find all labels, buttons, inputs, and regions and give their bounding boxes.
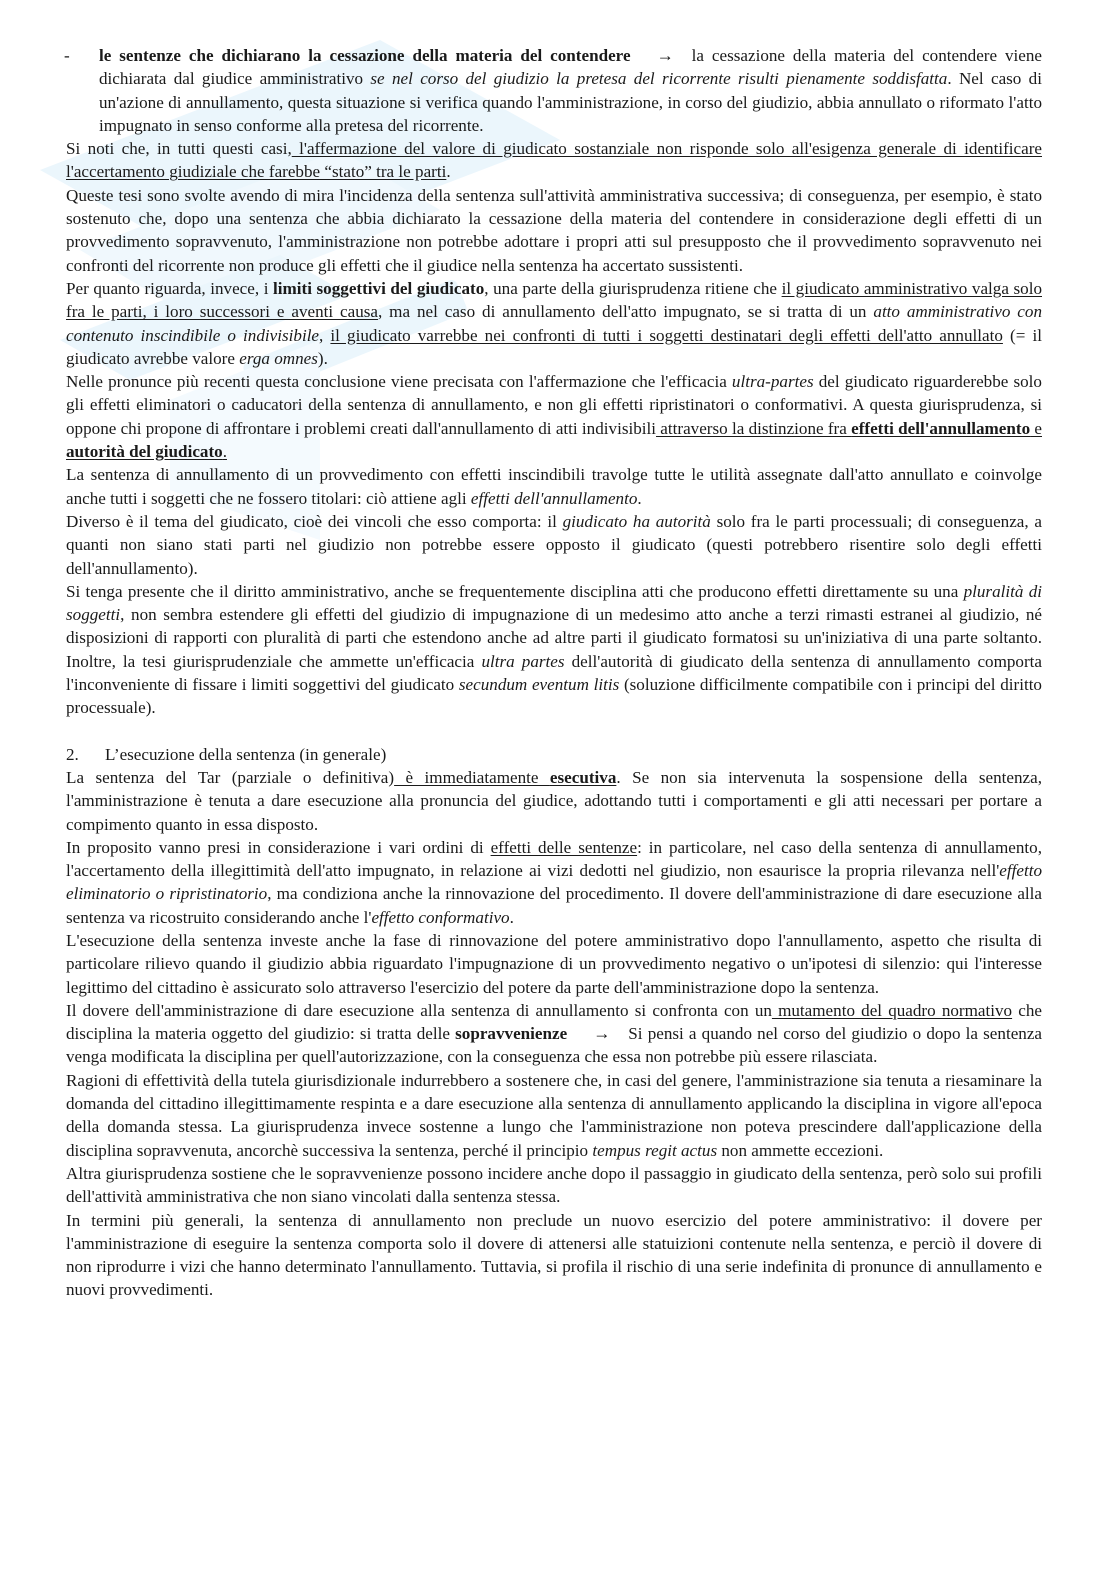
text-run: La sentenza del Tar (parziale o definitiva) [66, 767, 395, 787]
underlined-text: . [222, 442, 227, 462]
italic-text: secundum eventum litis [458, 675, 620, 695]
italic-text: se nel corso del giudizio la pretesa del ricorrente risulti pienamente soddisfatta [370, 69, 948, 89]
bold-underlined-text: autorità del giudicato [66, 442, 223, 462]
paragraph [66, 370, 1042, 463]
text-run: . [509, 907, 514, 927]
underlined-text: il giudicato amministrativo valga solo fra le parti, i loro successori e aventi causa [66, 278, 1042, 322]
bold-text: le sentenze che dichiarano la cessazione della materia del contendere [99, 46, 631, 65]
arrow-icon: → [593, 1024, 611, 1044]
paragraph [66, 463, 1042, 510]
paragraph [66, 184, 1042, 277]
text-run: Altra giurisprudenza sostiene che le sopravvenienze possono incidere anche dopo il passaggio in giudicato della sentenza, però solo sui profili dell'attività amministrativa che non siano vincolati dalla sentenza stessa. [66, 1163, 1042, 1207]
text-run: Ragioni di effettività della tutela giurisdizionale indurrebbero a sostenere che, in casi del genere, l'amministrazione sia tenuta a riesaminare la domanda del cittadino illegittimamente respinta e a dare esecuzione alla sentenza di annullamento applicando la disciplina in vigore all'epoca della domanda stessa. La giurisprudenza invece sostenne a lungo che l'amministrazione non poteva prescindere dall'applicazione della disciplina sopravvenuta, ancorchè successiva la sentenza, perché il principio [66, 1070, 1042, 1160]
bold-text: sopravvenienze [455, 1024, 568, 1044]
paragraph [66, 1209, 1042, 1302]
text-run: Si noti che, in tutti questi casi, [66, 139, 292, 159]
italic-text: tempus regit actus [592, 1140, 718, 1160]
paragraph [66, 510, 1042, 580]
italic-text: effetto eliminatorio o ripristinatorio [66, 861, 1042, 904]
paragraph [66, 580, 1042, 720]
underlined-text: effetti delle sentenze [490, 837, 638, 857]
italic-text: atto amministrativo con contenuto inscindibile o indivisibile [66, 302, 1042, 345]
text-run: . [637, 488, 642, 508]
text-run: : in particolare, nel caso della sentenza di annullamento, l'accertamento della illegittimità dell'atto impugnato, in relazione ai vizi dedotti nel giudizio, non esaurisce la propria rilevanza nell' [66, 837, 1042, 881]
list-item [66, 44, 1042, 137]
text-run: Diverso è il tema del giudicato, cioè dei vincoli che esso comporta: il [66, 511, 563, 531]
section-heading [66, 743, 1042, 766]
text-run: . Nel caso di un'azione di annullamento, questa situazione si verifica quando l'amministrazione, in corso del giudizio, abbia annullato o riformato l'atto impugnato in senso conforme alla pretesa del ricorrente. [99, 69, 1042, 135]
text-run: , una parte della giurisprudenza ritiene che [484, 278, 782, 298]
underlined-text: è immediatamente [394, 767, 550, 787]
underlined-text: mutamento del quadro normativo [771, 1000, 1013, 1020]
text-run: non ammette eccezioni. [717, 1140, 884, 1160]
text-run: , [319, 325, 331, 345]
bold-underlined-text: esecutiva [549, 767, 617, 787]
text-run: Queste tesi sono svolte avendo di mira l'incidenza della sentenza sull'attività amministrativa successiva; di conseguenza, per esempio, è stato sostenuto che, dopo una sentenza che abbia dichiarato la cessazione della materia del contendere in considerazione degli effetti di un provvedimento sopravvenuto, l'amministrazione non potrebbe adottare i propri atti sul presupposto che il provvedimento sopravvenuto nei confronti del ricorrente non produce gli effetti che il giudice nella sentenza ha accertato sussistenti. [66, 185, 1042, 275]
text-run: Nelle pronunce più recenti questa conclusione viene precisata con l'affermazione che l'efficacia [66, 372, 732, 392]
text-run: , ma nel caso di annullamento dell'atto impugnato, se si tratta di un [378, 302, 874, 322]
section-title: L’esecuzione della sentenza (in generale) [105, 744, 387, 764]
paragraph [66, 1069, 1042, 1162]
arrow-icon: → [656, 46, 674, 65]
bold-text: limiti soggettivi del giudicato [273, 278, 485, 298]
text-run: la cessazione della materia del contendere viene dichiarata dal giudice amministrativo [99, 46, 1043, 89]
italic-text: giudicato ha autorità [562, 511, 711, 531]
underlined-text: attraverso la distinzione fra [656, 418, 852, 438]
text-run: Si pensi a quando nel corso del giudizio o dopo la sentenza venga modificata la disciplina per quell'autorizzazione, con la conseguenza che essa non potrebbe più essere rilasciata. [66, 1024, 1042, 1067]
paragraph [66, 277, 1042, 370]
text-run: ). [317, 348, 328, 368]
text-run: Per quanto riguarda, invece, i [66, 278, 274, 298]
paragraph [66, 999, 1042, 1069]
text-run: L'esecuzione della sentenza investe anche la fase di rinnovazione del potere amministrativo dopo l'annullamento, aspetto che risulta di particolare rilievo quando il giudizio abbia riguardato l'impugnazione di un provvedimento negativo o un'ipotesi di silenzio: qui l'interesse legittimo del cittadino è assicurato solo attraverso l'esercizio del potere da parte dell'amministrazione dopo la sentenza. [66, 930, 1042, 997]
paragraph [66, 836, 1042, 929]
text-run: Il dovere dell'amministrazione di dare esecuzione alla sentenza di annullamento si confronta con un [66, 1000, 772, 1020]
paragraph [66, 1162, 1042, 1209]
paragraph [66, 766, 1042, 836]
italic-text: effetti dell'annullamento [470, 488, 638, 508]
text-run: (soluzione difficilmente compatibile con i principi del diritto processuale). [66, 675, 1042, 718]
text-run: solo fra le parti processuali; di conseguenza, a quanti non siano stati parti nel giudizio non potrebbe essere opposto il giudicato (questi potrebbero risentire solo degli effetti dell'annullamento). [66, 511, 1042, 578]
text-run: del giudicato riguarderebbe solo gli effetti eliminatori o caducatori della sentenza di annullamento, e non gli effetti ripristinatori o conformativi. A questa giurisprudenza, si oppone chi propone di affrontare i problemi creati dall'annullamento di atti indivisibili [66, 372, 1042, 438]
section-number: 2. [66, 744, 79, 764]
text-run: , non sembra estendere gli effetti del giudizio di impugnazione di un medesimo atto anche a terzi rimasti estranei al giudizio, né disposizioni di rapporti con pluralità di parti che estendono anche ad altre parti il giudicato formatosi su un'iniziativa di una parte soltanto. Inoltre, la tesi giurisprudenziale che ammette un'efficacia [66, 605, 1042, 671]
italic-text: effetto conformativo [371, 907, 510, 927]
text-run: In proposito vanno presi in considerazione i vari ordini di [66, 837, 491, 857]
text-run: che disciplina la materia oggetto del giudizio: si tratta delle [66, 1000, 1042, 1044]
paragraph [66, 137, 1042, 184]
text-run: In termini più generali, la sentenza di annullamento non preclude un nuovo esercizio del potere amministrativo: il dovere per l'amministrazione di eseguire la sentenza comporta solo il dovere di attenersi alle statuizioni contenute nella sentenza, e perciò il dovere di non riprodurre i vizi che hanno determinato l'annullamento. Tuttavia, si profila il rischio di una serie indefinita di pronunce di annullamento e nuovi provvedimenti. [66, 1210, 1042, 1300]
underlined-text: l'affermazione del valore di giudicato sostanziale non risponde solo all'esigenza generale di identificare l'accertamento giudiziale che farebbe “stato” tra le parti [66, 139, 1042, 182]
underlined-text: il giudicato varrebbe nei confronti di tutti i soggetti destinatari degli effetti dell'atto annullato [330, 325, 1003, 345]
text-run: dell'autorità di giudicato della sentenza di annullamento comporta l'inconveniente di fissare i limiti soggettivi del giudicato [66, 651, 1043, 695]
text-run: . [446, 162, 451, 182]
italic-text: erga omnes [239, 348, 318, 368]
text-run: Si tenga presente che il diritto amministrativo, anche se frequentemente disciplina atti che producono effetti direttamente su una [66, 581, 964, 601]
italic-text: ultra partes [481, 651, 565, 671]
text-run: La sentenza di annullamento di un provvedimento con effetti inscindibili travolge tutte le utilità assegnate dall'atto annullato e coinvolge anche tutti i soggetti che ne fossero titolari: ciò attiene agli [66, 465, 1042, 508]
bold-underlined-text: effetti dell'annullamento [851, 418, 1031, 438]
underlined-text: e [1030, 418, 1042, 438]
bullet-marker: - [64, 46, 70, 65]
paragraph [66, 929, 1042, 999]
italic-text: ultra-partes [731, 372, 814, 392]
italic-text: pluralità di soggetti [66, 581, 1043, 625]
text-run: . Se non sia intervenuta la sospensione della sentenza, l'amministrazione è tenuta a dare esecuzione alla pronuncia del giudice, adottando tutti i comportamenti e gli atti necessari per portare a compimento quanto in essa disposto. [66, 767, 1043, 834]
document-body [66, 44, 1042, 1302]
text-run: (= il giudicato avrebbe valore [66, 325, 1042, 368]
text-run: , ma condiziona anche la rinnovazione del procedimento. Il dovere dell'amministrazione di dare esecuzione alla sentenza va ricostruito considerando anche l' [66, 884, 1043, 927]
